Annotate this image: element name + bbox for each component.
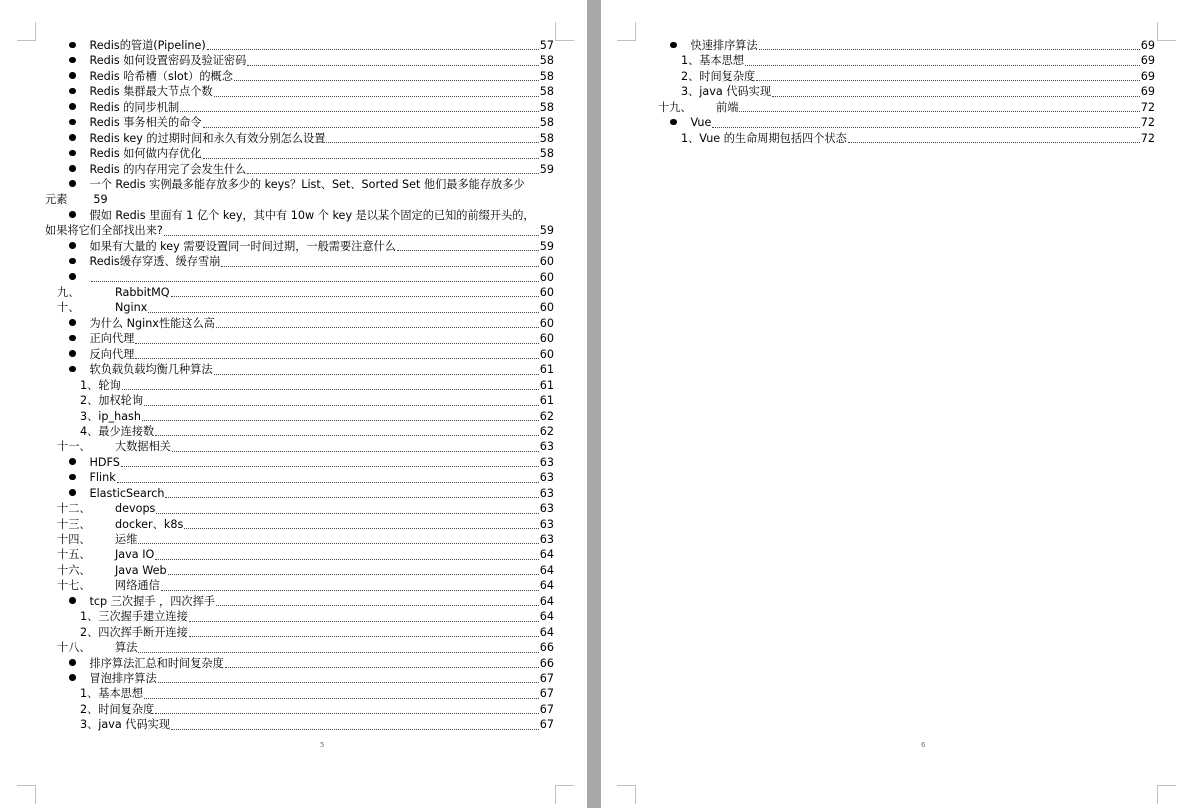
toc-page-number: 60 [539, 316, 554, 330]
toc-page-number: 72 [1140, 100, 1155, 114]
toc-entry-title: Redis缓存穿透、缓存雪崩 [89, 255, 221, 269]
toc-entry[interactable] [45, 100, 554, 115]
toc-entry-title: Redis的管道(Pipeline) [89, 39, 206, 52]
dot-leader [142, 419, 539, 421]
dot-leader [138, 542, 538, 544]
bullet-icon [69, 350, 76, 357]
toc-page-number: 62 [539, 409, 554, 423]
toc-entry[interactable] [45, 162, 554, 177]
toc-page-number: 58 [539, 147, 554, 161]
bullet-icon [670, 42, 677, 49]
toc-entry[interactable] [658, 115, 1155, 130]
toc-section-number: 十一、 [57, 440, 91, 454]
toc-page-number: 64 [539, 548, 554, 562]
toc-page-number: 60 [539, 286, 554, 299]
toc-page-number: 64 [539, 579, 554, 593]
dot-leader [144, 404, 539, 406]
toc-section-number: 十五、 [57, 548, 91, 562]
corner-mark-top-left [617, 22, 636, 41]
corner-mark-bottom-right [1157, 785, 1176, 804]
dot-leader [247, 172, 538, 174]
dot-leader [165, 496, 538, 498]
toc-entry[interactable] [45, 486, 554, 501]
toc-entry[interactable] [45, 455, 554, 470]
toc-entry[interactable] [45, 239, 554, 254]
toc-subentry[interactable] [45, 409, 554, 424]
toc-entry-title: 为什么 Nginx性能这么高 [89, 316, 215, 330]
dot-leader [138, 651, 538, 653]
toc-section-number: 十六、 [57, 563, 91, 577]
toc-entry[interactable] [45, 131, 554, 146]
toc-page-number: 60 [539, 255, 554, 269]
dot-leader [144, 697, 539, 699]
toc-entry-title: Redis 的同步机制 [89, 100, 180, 114]
toc-page-number: 69 [1140, 85, 1155, 99]
toc-page-number: 57 [539, 39, 554, 52]
toc-entry-title: Redis 如何做内存优化 [89, 147, 202, 161]
toc-subentry-title: 1、基本思想 [80, 687, 144, 701]
toc-page-number: 67 [539, 718, 554, 732]
toc-entry-title: Redis 事务相关的命令 [89, 116, 202, 130]
toc-subentry-title: 3、java 代码实现 [80, 718, 171, 732]
toc-page-number: 60 [539, 301, 554, 315]
dot-leader [122, 388, 539, 390]
toc-subentry[interactable] [45, 609, 554, 624]
bullet-icon [69, 319, 76, 326]
toc-subentry-title: 3、ip_hash [80, 409, 141, 423]
toc-subentry-title: 1、基本思想 [681, 54, 745, 68]
toc-subentry[interactable] [658, 53, 1155, 68]
toc-subentry[interactable] [45, 686, 554, 701]
toc-section-number: 九、 [57, 286, 80, 299]
toc-section-title: 前端 [716, 100, 739, 114]
toc-entry-title: 反向代理 [89, 347, 135, 361]
toc-entry-title: HDFS [89, 455, 120, 469]
toc-subentry[interactable] [45, 625, 554, 640]
toc-entry[interactable] [45, 84, 554, 99]
bullet-icon [69, 597, 76, 604]
toc-entry[interactable] [45, 331, 554, 346]
toc-section-title: Java Web [115, 563, 167, 577]
toc-subentry-title: 1、Vue 的生命周期包括四个状态 [681, 131, 847, 145]
toc-entry-title: Redis 的内存用完了会发生什么 [89, 162, 247, 176]
toc-page-number: 66 [539, 641, 554, 655]
dot-leader [180, 110, 539, 112]
toc-section-title: devops [115, 502, 156, 516]
toc-page-number: 64 [539, 563, 554, 577]
toc-page-number: 60 [539, 270, 554, 284]
toc-entry[interactable] [45, 69, 554, 84]
toc-entry[interactable] [45, 347, 554, 362]
toc-page-number: 69 [1140, 69, 1155, 83]
toc-page-number: 63 [539, 517, 554, 531]
toc-page-number: 64 [539, 594, 554, 608]
toc-page-number: 67 [539, 702, 554, 716]
toc-section-title: RabbitMQ [115, 286, 170, 299]
dot-leader [214, 373, 539, 375]
toc-section-title: 运维 [115, 533, 138, 546]
table-of-contents [658, 38, 1155, 146]
toc-section-number: 十二、 [57, 502, 91, 516]
toc-entry[interactable] [45, 671, 554, 686]
toc-entry-title: 软负载负载均衡几种算法 [89, 363, 213, 377]
toc-page-number: 59 [539, 224, 554, 238]
dot-leader [207, 48, 539, 50]
toc-subentry-title: 2、时间复杂度 [681, 69, 756, 83]
page-number: 6 [921, 741, 926, 749]
toc-section-title: Java IO [115, 548, 155, 562]
bullet-icon [69, 150, 76, 157]
toc-page-number: 72 [1140, 116, 1155, 130]
toc-section-number: 十七、 [57, 579, 91, 593]
dot-leader [712, 126, 1139, 128]
table-of-contents [45, 38, 554, 733]
bullet-icon [69, 273, 76, 280]
dot-leader [155, 434, 539, 436]
bullet-icon [69, 42, 76, 49]
toc-page-number: 63 [539, 455, 554, 469]
toc-subentry[interactable] [45, 393, 554, 408]
dot-leader [247, 64, 538, 66]
toc-section[interactable] [45, 532, 554, 547]
toc-entry-title: Vue [690, 116, 712, 130]
toc-section-number: 十八、 [57, 641, 91, 655]
dot-leader [772, 95, 1140, 97]
dot-leader [121, 465, 539, 467]
toc-subentry-title: 1、三次握手建立连接 [80, 610, 188, 624]
toc-section-number: 十九、 [658, 100, 692, 114]
toc-page-number: 60 [539, 347, 554, 361]
corner-mark-bottom-right [555, 785, 574, 804]
toc-section[interactable] [45, 439, 554, 454]
toc-section[interactable] [45, 640, 554, 655]
toc-entry-title: 正向代理 [89, 332, 135, 346]
toc-section[interactable] [45, 547, 554, 562]
corner-mark-bottom-left [617, 785, 636, 804]
toc-page-number: 64 [539, 625, 554, 639]
toc-subentry-title: 2、加权轮询 [80, 394, 144, 408]
toc-section-number: 十、 [57, 301, 80, 315]
toc-page-number: 63 [539, 533, 554, 546]
bullet-icon [69, 335, 76, 342]
toc-entry-title: 一个 Redis 实例最多能存放多少的 keys？List、Set、Sorted Set 他们最多能存放多少 [89, 177, 525, 191]
toc-subentry[interactable] [658, 131, 1155, 146]
document-page-6 [601, 0, 1194, 808]
document-page-5 [0, 0, 587, 808]
toc-page-number: 63 [539, 471, 554, 485]
toc-entry[interactable] [45, 316, 554, 331]
bullet-icon [69, 72, 76, 79]
toc-entry[interactable] [45, 270, 554, 285]
toc-entry-title: 冒泡排序算法 [89, 671, 157, 685]
toc-subentry[interactable] [45, 378, 554, 393]
toc-section[interactable] [45, 517, 554, 532]
toc-page-number: 58 [539, 116, 554, 130]
toc-entry-continuation[interactable] [45, 192, 554, 207]
toc-entry[interactable] [45, 362, 554, 377]
dot-leader [745, 64, 1140, 66]
dot-leader [759, 48, 1140, 50]
dot-leader [848, 141, 1140, 143]
toc-page-number: 61 [539, 394, 554, 408]
toc-entry-title: ElasticSearch [89, 486, 165, 500]
dot-leader [155, 558, 538, 560]
bullet-icon [69, 366, 76, 373]
dot-leader [91, 280, 539, 282]
toc-section-title: docker、k8s [115, 517, 184, 531]
toc-entry-title: 假如 Redis 里面有 1 亿个 key，其中有 10w 个 key 是以某个固定的已知的前缀开头的， [89, 208, 535, 222]
dot-leader [171, 295, 539, 297]
dot-leader [148, 311, 538, 313]
dot-leader [172, 450, 539, 452]
toc-subentry-title: 2、时间复杂度 [80, 702, 155, 716]
bullet-icon [69, 165, 76, 172]
corner-mark-bottom-left [17, 785, 36, 804]
toc-subentry-title: 2、四次挥手断开连接 [80, 625, 188, 639]
toc-page-number: 69 [1140, 54, 1155, 68]
toc-page-number: 58 [539, 100, 554, 114]
toc-section[interactable] [45, 578, 554, 593]
toc-page-number: 58 [539, 131, 554, 145]
toc-section-title: 算法 [115, 641, 138, 655]
bullet-icon [69, 119, 76, 126]
bullet-icon [69, 258, 76, 265]
page-number: 5 [320, 741, 325, 749]
toc-page-number: 59 [93, 193, 108, 207]
toc-section[interactable] [45, 300, 554, 315]
toc-page-number: 72 [1140, 131, 1155, 145]
toc-page-number: 63 [539, 440, 554, 454]
toc-subentry-title: 3、java 代码实现 [681, 85, 772, 99]
toc-section-title: Nginx [115, 301, 148, 315]
toc-subentry[interactable] [658, 84, 1155, 99]
dot-leader [203, 157, 539, 159]
dot-leader [214, 95, 539, 97]
toc-page-number: 63 [539, 502, 554, 516]
toc-entry-title: Flink [89, 471, 116, 485]
toc-entry-title: Redis 如何设置密码及验证密码 [89, 54, 247, 68]
bullet-icon [69, 103, 76, 110]
toc-entry[interactable] [45, 656, 554, 671]
dot-leader [156, 512, 538, 514]
dot-leader [135, 357, 538, 359]
toc-entry[interactable] [45, 208, 554, 223]
toc-subentry[interactable] [658, 69, 1155, 84]
toc-entry-title-continuation: 如果将它们全部找出来? [45, 224, 163, 238]
dot-leader [117, 481, 539, 483]
dot-leader [234, 79, 539, 81]
toc-section[interactable] [658, 100, 1155, 115]
bullet-icon [69, 88, 76, 95]
toc-page-number: 61 [539, 378, 554, 392]
toc-page-number: 58 [539, 85, 554, 99]
toc-subentry[interactable] [45, 717, 554, 732]
toc-entry-title: tcp 三次握手 ，四次挥手 [89, 594, 215, 608]
bullet-icon [69, 180, 76, 187]
toc-section[interactable] [45, 285, 554, 300]
toc-entry-title-continuation: 元素 [45, 193, 68, 207]
toc-section-number: 十四、 [57, 533, 91, 546]
toc-page-number: 67 [539, 687, 554, 701]
dot-leader [184, 527, 538, 529]
dot-leader [168, 573, 539, 575]
toc-section-title: 大数据相关 [115, 440, 171, 454]
toc-section-title: 网络通信 [115, 579, 160, 593]
corner-mark-top-left [17, 22, 36, 41]
toc-page-number: 58 [539, 54, 554, 68]
bullet-icon [670, 119, 677, 126]
corner-mark-top-right [555, 22, 574, 41]
bullet-icon [69, 674, 76, 681]
toc-subentry[interactable] [45, 702, 554, 717]
toc-page-number: 62 [539, 424, 554, 438]
toc-entry[interactable] [45, 53, 554, 68]
bullet-icon [69, 489, 76, 496]
toc-subentry-title: 4、最少连接数 [80, 424, 155, 438]
dot-leader [739, 110, 1139, 112]
toc-entry-title: Redis key 的过期时间和永久有效分别怎么设置 [89, 131, 326, 145]
dot-leader [164, 234, 539, 236]
dot-leader [161, 589, 539, 591]
toc-subentry-title: 1、轮询 [80, 378, 121, 392]
toc-section[interactable] [45, 563, 554, 578]
toc-page-number: 67 [539, 671, 554, 685]
toc-entry-title: Redis 哈希槽（slot）的概念 [89, 69, 233, 83]
bullet-icon [69, 242, 76, 249]
bullet-icon [69, 659, 76, 666]
toc-entry-title: 排序算法汇总和时间复杂度 [89, 656, 224, 670]
toc-entry-continuation[interactable] [45, 223, 554, 238]
toc-entry[interactable] [45, 115, 554, 130]
toc-page-number: 60 [539, 332, 554, 346]
toc-page-number: 66 [539, 656, 554, 670]
toc-entry[interactable] [45, 470, 554, 485]
toc-entry[interactable] [658, 38, 1155, 53]
toc-entry[interactable] [45, 177, 554, 192]
corner-mark-top-right [1157, 22, 1176, 41]
toc-entry[interactable] [45, 594, 554, 609]
toc-page-number: 61 [539, 363, 554, 377]
dot-leader [756, 79, 1140, 81]
dot-leader [326, 141, 538, 143]
bullet-icon [69, 57, 76, 64]
bullet-icon [69, 474, 76, 481]
toc-entry[interactable] [45, 38, 554, 53]
toc-entry-title: Redis 集群最大节点个数 [89, 85, 213, 99]
toc-subentry[interactable] [45, 424, 554, 439]
dot-leader [155, 712, 539, 714]
toc-page-number: 58 [539, 69, 554, 83]
bullet-icon [69, 134, 76, 141]
toc-section[interactable] [45, 501, 554, 516]
dot-leader [203, 126, 539, 128]
toc-page-number: 59 [539, 239, 554, 253]
dot-leader [171, 728, 539, 730]
dot-leader [221, 265, 538, 267]
dot-leader [216, 326, 539, 328]
dot-leader [216, 604, 539, 606]
toc-page-number: 69 [1140, 39, 1155, 52]
toc-section-number: 十三、 [57, 517, 91, 531]
dot-leader [189, 620, 539, 622]
toc-page-number: 59 [539, 162, 554, 176]
dot-leader [158, 681, 539, 683]
dot-leader [225, 666, 539, 668]
toc-entry[interactable] [45, 254, 554, 269]
toc-entry-title: 如果有大量的 key 需要设置同一时间过期，一般需要注意什么 [89, 239, 396, 253]
dot-leader [135, 342, 538, 344]
toc-page-number: 63 [539, 486, 554, 500]
bullet-icon [69, 211, 76, 218]
dot-leader [189, 635, 539, 637]
bullet-icon [69, 458, 76, 465]
toc-page-number: 64 [539, 610, 554, 624]
toc-entry[interactable] [45, 146, 554, 161]
dot-leader [397, 249, 539, 251]
toc-entry-title: 快速排序算法 [690, 39, 758, 52]
